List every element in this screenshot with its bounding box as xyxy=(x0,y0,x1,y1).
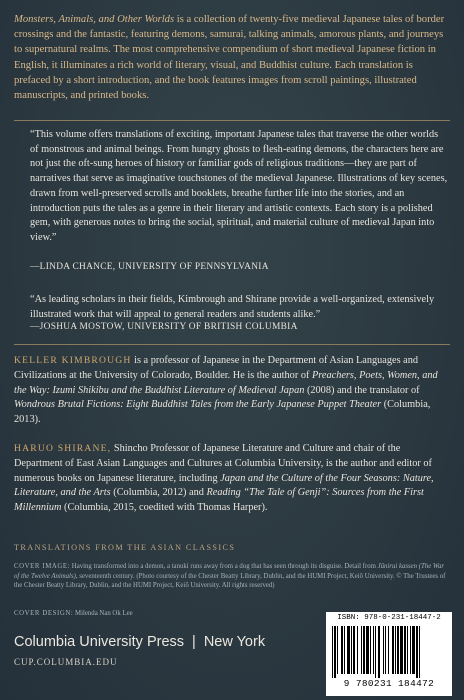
blurb-attribution-2: —JOSHUA MOSTOW, UNIVERSITY OF BRITISH COLUMBIA xyxy=(30,322,298,332)
blurb-attribution-1: —LINDA CHANCE, UNIVERSITY OF PENNSYLVANIA xyxy=(30,262,269,272)
designer-name: Milenda Nan Ok Lee xyxy=(73,610,133,617)
credit-label: COVER IMAGE: xyxy=(14,563,71,570)
barcode-bar xyxy=(388,626,389,674)
barcode-digits: 9 780231 184472 xyxy=(343,678,435,689)
author-name: KELLER KIMBROUGH xyxy=(14,355,132,366)
bio-text: is a professor of Japanese in the Department of Asian Languages and Civilizations at the University of Colorado, Boulder. He is the author of xyxy=(14,355,419,381)
barcode-bar xyxy=(341,626,343,674)
series-title: TRANSLATIONS FROM THE ASIAN CLASSICS xyxy=(14,543,236,552)
barcode-bar xyxy=(419,626,420,678)
barcode-bar xyxy=(347,626,350,674)
publisher-name: Columbia University Press xyxy=(14,634,185,650)
barcode-bar xyxy=(370,626,371,674)
barcode-bar xyxy=(375,626,376,678)
barcode-bar xyxy=(407,626,408,674)
barcode-bar xyxy=(334,626,336,678)
barcode-bar xyxy=(404,626,406,674)
barcode-bar xyxy=(363,626,365,674)
barcode-bars xyxy=(332,626,446,678)
book-title: Japan and the Culture of the Four Seasons: Nature, Literature, and the Arts xyxy=(14,472,434,499)
barcode-bar xyxy=(337,626,338,674)
book-title: Reading “The Tale of Genji”: Sources from the First Millennium xyxy=(14,487,424,514)
description-text: is a collection of twenty-five medieval Japanese tales of border crossings and the fantastic, featuring demons, samurai, talking animals, amorous plants, and journeys to supernatural realms. The most comprehensive compendium of short medieval Japanese fiction in English, it illuminates a rich world of literary, visual, and Buddhist culture. Each translation is prefaced by a short introduction, and the book features images from scroll paintings, illustrated manuscripts, and printed books. xyxy=(14,14,445,102)
book-title: Wondrous Brutal Fictions: Eight Buddhist Tales from the Early Japanese Puppet Theater xyxy=(14,399,382,411)
barcode-bar xyxy=(332,626,333,678)
barcode-bar xyxy=(351,626,352,674)
author-name: HARUO SHIRANE, xyxy=(14,443,112,454)
barcode-bar xyxy=(385,626,386,674)
barcode-bar xyxy=(416,626,418,678)
barcode-bar xyxy=(361,626,362,674)
divider-rule xyxy=(14,120,450,121)
publisher-url: CUP.COLUMBIA.EDU xyxy=(14,657,118,667)
barcode-bar xyxy=(392,626,394,674)
credit-label: COVER DESIGN: xyxy=(14,610,74,617)
blurb-quote-2: “As leading scholars in their fields, Kimbrough and Shirane provide a well-organized, extensively illustrated work that will appeal to general readers and students alike.” xyxy=(30,294,435,320)
bio-text: (Columbia, 2012) and xyxy=(110,487,207,499)
artwork-title: Jūnirui kassen (The War of the Twelve Animals) xyxy=(14,563,445,580)
bio-text: Shincho Professor of Japanese Literature and Culture and chair of the Department of East Asian Languages and Cultures at Columbia University, is the author and editor of numerous books on Japanese literature, including xyxy=(14,443,432,484)
book-title: Preachers, Poets, Women, and the Way: Izumi Shikibu and the Buddhist Literature of Medieval Japan xyxy=(14,369,438,396)
barcode-bar xyxy=(395,626,396,674)
author-bio-kimbrough xyxy=(14,354,450,428)
blurb-quote-1: “This volume offers translations of exciting, important Japanese tales that traverse the other worlds of monstrous and animal beings. From hungry ghosts to flesh-eating demons, the characters here are not just the oft-sung heroes of history or familiar gods of religious traditions—they are part of narratives that serve as imaginative touchstones of the medieval Japanese. Illustrations of key scenes, drawn from well-preserved scrolls and booklets, breathe further life into the stories, and an introduction puts the tales as a genre in their literary and artistic contexts. Each story is a polished gem, with generous notes to bring the social, spiritual, and material culture of medieval Japan into view.” xyxy=(30,129,448,243)
publisher-separator: | xyxy=(192,634,196,650)
barcode-bar xyxy=(410,626,411,674)
barcode-bar xyxy=(412,626,415,674)
publisher-line xyxy=(14,634,265,650)
barcode-bar xyxy=(373,626,374,674)
bio-text: (Columbia, 2015, coedited with Thomas Harper). xyxy=(61,502,268,514)
isbn-number: ISBN: 978-0-231-18447-2 xyxy=(337,614,441,622)
barcode-bar xyxy=(400,626,403,674)
credit-text: , seventeenth century. (Photo courtesy of the Chester Beatty Library, Dublin, and the HUMI Project, Keiō University. © The Trustees of the Chester Beatty Library, Dublin, and the HUMI Project, Keiō University. All rights reserved) xyxy=(14,572,446,590)
barcode-bar xyxy=(353,626,355,674)
publisher-city: New York xyxy=(203,634,266,650)
book-description xyxy=(14,12,450,103)
isbn-barcode xyxy=(326,612,452,696)
barcode-bar xyxy=(397,626,399,674)
bio-text: (Columbia, 2013). xyxy=(14,399,431,426)
barcode-bar xyxy=(383,626,384,674)
divider-rule xyxy=(14,344,450,345)
credit-text: Having transformed into a demon, a tanuki runs away from a dog that has seen through its disguise. Detail from xyxy=(70,563,378,570)
barcode-bar xyxy=(344,626,345,674)
barcode-bar xyxy=(366,626,369,674)
barcode-bar xyxy=(378,626,380,678)
bio-text: (2008) and the translator of xyxy=(304,384,420,396)
book-title: Monsters, Animals, and Other Worlds xyxy=(14,14,175,25)
author-bio-shirane xyxy=(14,442,450,516)
barcode-bar xyxy=(357,626,358,674)
cover-image-credit xyxy=(14,562,450,591)
